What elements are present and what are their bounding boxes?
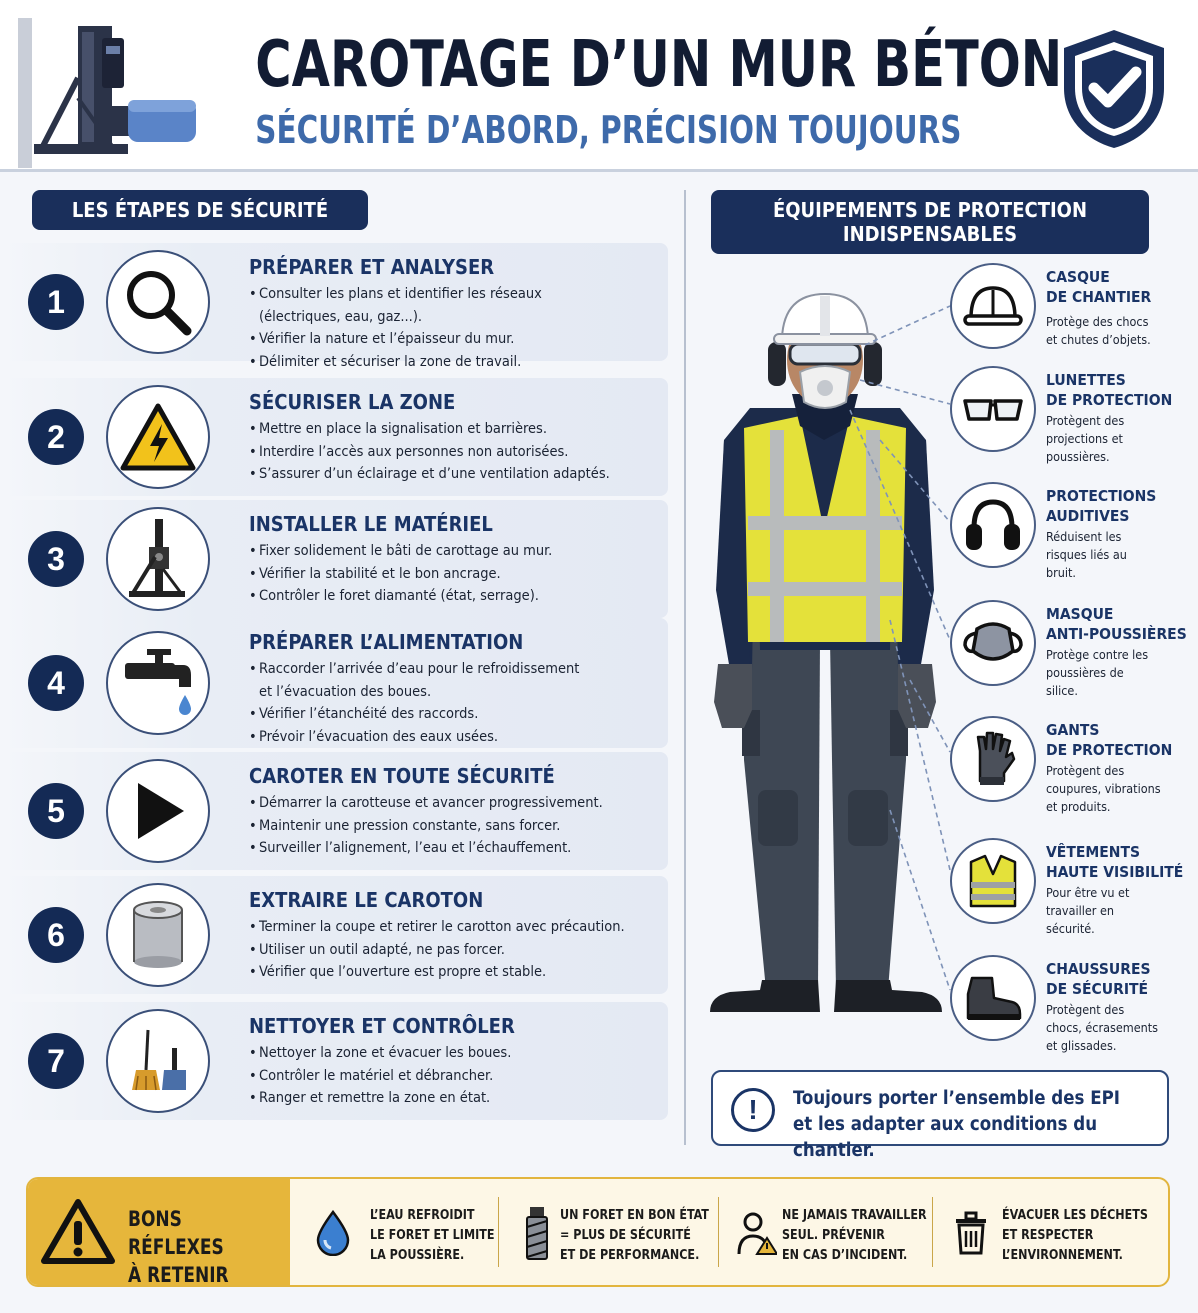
ppe-desc-line: Réduisent les <box>1046 529 1122 544</box>
step-card <box>0 876 668 994</box>
ppe-title-line2: INDISPENSABLES <box>842 222 1018 246</box>
step-bullet: • Prévoir l’évacuation des eaux usées. <box>249 726 659 749</box>
ppe-desc-line: Protègent des <box>1046 413 1125 428</box>
step-bullet: • Maintenir une pression constante, sans forcer. <box>249 815 659 838</box>
concrete-core-icon <box>128 900 188 970</box>
step-bullet: • Vérifier la stabilité et le bon ancrage. <box>249 563 659 586</box>
core-drill-machine-icon <box>18 18 208 168</box>
tip-icon-frame <box>516 1205 558 1261</box>
step-title: CAROTER EN TOUTE SÉCURITÉ <box>249 764 555 788</box>
ppe-desc-line: chocs, écrasements <box>1046 1020 1159 1035</box>
ppe-desc-line: risques liés au <box>1046 547 1127 562</box>
ppe-title <box>1046 842 1190 882</box>
tip-icon-frame <box>950 1205 992 1261</box>
step-title: NETTOYER ET CONTRÔLER <box>249 1014 515 1038</box>
step-number: 4 <box>28 655 84 711</box>
page-title: CAROTAGE D’UN MUR BÉTON <box>255 28 1063 102</box>
reflex-tip <box>300 1179 510 1285</box>
header <box>0 0 1198 172</box>
ppe-desc-line: sécurité. <box>1046 921 1095 936</box>
tip-line: L’ENVIRONNEMENT. <box>1002 1247 1123 1263</box>
ppe-title <box>1046 959 1190 999</box>
steps-section-title: LES ÉTAPES DE SÉCURITÉ <box>32 190 368 230</box>
step-bullet: • Nettoyer la zone et évacuer les boues. <box>249 1042 659 1065</box>
ppe-desc-line: Pour être vu et <box>1046 885 1130 900</box>
step-bullet: • S’assurer d’un éclairage et d’une ventilation adaptés. <box>249 463 659 486</box>
step-number: 2 <box>28 409 84 465</box>
step-bullet: • Vérifier la nature et l’épaisseur du mur. <box>249 328 659 351</box>
step-title: PRÉPARER L’ALIMENTATION <box>249 630 524 654</box>
ppe-desc-line: Protègent des <box>1046 763 1125 778</box>
worker-illustration <box>700 290 950 1030</box>
ppe-desc-line: et glissades. <box>1046 1038 1117 1053</box>
ppe-title <box>1046 267 1190 307</box>
ppe-desc-line: coupures, vibrations <box>1046 781 1161 796</box>
ppe-desc <box>1046 1001 1186 1055</box>
step-icon-frame <box>106 883 210 987</box>
ppe-desc <box>1046 412 1186 466</box>
ppe-title-line: CASQUE <box>1046 268 1110 286</box>
ppe-title-line: MASQUE <box>1046 605 1114 623</box>
water-drop-icon <box>316 1210 350 1256</box>
ppe-desc-line: bruit. <box>1046 565 1076 580</box>
step-bullet: • Vérifier que l’ouverture est propre et stable. <box>249 961 659 984</box>
broom-dustpan-icon <box>126 1028 190 1094</box>
ppe-title-line: ANTI-POUSSIÈRES <box>1046 625 1187 643</box>
trash-bin-icon <box>952 1211 990 1255</box>
step-bullet: • Fixer solidement le bâti de carottage au mur. <box>249 540 659 563</box>
ppe-desc-line: projections et <box>1046 431 1123 446</box>
step-card <box>0 378 668 496</box>
step-bullet: et l’évacuation des boues. <box>259 683 432 700</box>
tip-line: UN FORET EN BON ÉTAT <box>560 1207 709 1223</box>
step-bullet: • Vérifier l’étanchéité des raccords. <box>249 703 659 726</box>
hard-hat-icon <box>963 284 1023 328</box>
ppe-title-line: DE SÉCURITÉ <box>1046 980 1149 998</box>
step-bullets <box>249 658 659 748</box>
step-bullets <box>249 916 659 984</box>
ppe-reminder-line: et les adapter aux conditions du chantier. <box>793 1114 1098 1161</box>
step-icon-frame <box>106 385 210 489</box>
step-card <box>0 500 668 618</box>
step-bullets <box>249 418 659 486</box>
page-subtitle: SÉCURITÉ D’ABORD, PRÉCISION TOUJOURS <box>255 108 962 152</box>
step-number: 3 <box>28 531 84 587</box>
step-number: 5 <box>28 783 84 839</box>
ppe-desc <box>1046 762 1186 816</box>
reflexes-header <box>28 1179 290 1285</box>
ppe-title <box>1046 720 1190 760</box>
ppe-section-title <box>711 190 1149 254</box>
ppe-desc-line: Protègent des <box>1046 1002 1125 1017</box>
ppe-desc <box>1046 528 1186 582</box>
step-bullet: • Utiliser un outil adapté, ne pas forcer. <box>249 939 659 962</box>
ppe-desc-line: poussières. <box>1046 449 1110 464</box>
tip-text <box>370 1205 494 1265</box>
reflex-tip <box>938 1179 1166 1285</box>
tip-text <box>560 1205 709 1265</box>
step-bullet: • Interdire l’accès aux personnes non autorisées. <box>249 441 659 464</box>
ppe-desc-line: Protège des chocs <box>1046 314 1149 329</box>
tip-line: LA POUSSIÈRE. <box>370 1247 465 1263</box>
ppe-title-line: DE PROTECTION <box>1046 741 1173 759</box>
electric-warning-icon <box>120 402 196 472</box>
step-bullet: • Surveiller l’alignement, l’eau et l’échauffement. <box>249 837 659 860</box>
ppe-desc-line: travailler en <box>1046 903 1114 918</box>
ppe-icon-frame <box>950 716 1036 802</box>
step-title: INSTALLER LE MATÉRIEL <box>249 512 493 536</box>
worker-alert-icon <box>737 1210 777 1256</box>
step-bullets <box>249 1042 659 1110</box>
ppe-item-dust-mask <box>950 600 1190 710</box>
ppe-title <box>1046 604 1190 644</box>
reflexes-label <box>128 1205 274 1287</box>
step-title: EXTRAIRE LE CAROTON <box>249 888 484 912</box>
tip-icon-frame <box>736 1205 778 1261</box>
ppe-title-line: VÊTEMENTS <box>1046 843 1140 861</box>
drill-bit-icon <box>524 1205 550 1261</box>
step-bullet: • Mettre en place la signalisation et barrières. <box>249 418 659 441</box>
tip-text <box>782 1205 927 1265</box>
tip-line: NE JAMAIS TRAVAILLER <box>782 1207 927 1223</box>
ppe-desc-line: et produits. <box>1046 799 1111 814</box>
section-divider <box>684 190 686 1145</box>
ppe-reminder-text <box>793 1086 1163 1164</box>
step-card <box>0 752 668 870</box>
step-bullet: • Consulter les plans et identifier les réseaux <box>249 283 659 306</box>
reflex-tip <box>724 1179 934 1285</box>
warning-triangle-icon <box>40 1197 116 1267</box>
core-drill-stand-icon <box>123 517 193 601</box>
gloves-icon <box>970 731 1016 787</box>
step-title: PRÉPARER ET ANALYSER <box>249 255 495 279</box>
ppe-title <box>1046 370 1190 410</box>
ppe-reminder-box <box>711 1070 1169 1161</box>
tip-text <box>1002 1205 1148 1265</box>
exclamation-icon: ! <box>731 1088 775 1132</box>
step-icon-frame <box>106 1009 210 1113</box>
step-card <box>0 618 668 748</box>
ppe-icon-frame <box>950 600 1036 686</box>
step-bullet: • Ranger et remettre la zone en état. <box>249 1087 659 1110</box>
ppe-desc <box>1046 313 1186 349</box>
ppe-desc-line: silice. <box>1046 683 1078 698</box>
ppe-desc <box>1046 646 1186 700</box>
ppe-desc-line: et chutes d’objets. <box>1046 332 1151 347</box>
step-icon-frame <box>106 250 210 354</box>
ppe-icon-frame <box>950 482 1036 568</box>
tip-line: EN CAS D’INCIDENT. <box>782 1247 908 1263</box>
ppe-icon-frame <box>950 838 1036 924</box>
ppe-title-line: GANTS <box>1046 721 1100 739</box>
good-reflexes-bar <box>26 1177 1170 1287</box>
step-bullet: • Délimiter et sécuriser la zone de travail. <box>249 351 659 374</box>
play-icon <box>128 779 188 843</box>
tip-line: ET RESPECTER <box>1002 1227 1094 1243</box>
shield-check-icon <box>1058 26 1170 152</box>
step-icon-frame <box>106 759 210 863</box>
ppe-item-glasses <box>950 366 1190 476</box>
ppe-title-line: AUDITIVES <box>1046 507 1130 525</box>
ppe-reminder-line: Toujours porter l’ensemble des EPI <box>793 1088 1120 1109</box>
step-bullet: • Contrôler le foret diamanté (état, serrage). <box>249 585 659 608</box>
hi-vis-vest-icon <box>967 852 1019 910</box>
ppe-icon-frame <box>950 263 1036 349</box>
ppe-desc-line: poussières de <box>1046 665 1124 680</box>
tip-line: LE FORET ET LIMITE <box>370 1227 495 1243</box>
ppe-icon-frame <box>950 955 1036 1041</box>
ppe-item-hi-vis <box>950 838 1190 948</box>
step-bullets <box>249 540 659 608</box>
reflexes-label-line: À RETENIR <box>128 1263 229 1287</box>
step-number: 1 <box>28 274 84 330</box>
tip-line: ET DE PERFORMANCE. <box>560 1247 700 1263</box>
step-bullet: • Contrôler le matériel et débrancher. <box>249 1065 659 1088</box>
tip-icon-frame <box>312 1205 354 1261</box>
step-bullets <box>249 792 659 860</box>
step-title: SÉCURISER LA ZONE <box>249 390 456 414</box>
step-card <box>0 1002 668 1120</box>
step-bullet: • Raccorder l’arrivée d’eau pour le refroidissement <box>249 658 659 681</box>
ppe-icon-frame <box>950 366 1036 452</box>
tip-separator <box>498 1197 499 1267</box>
ppe-title-line: DE PROTECTION <box>1046 391 1173 409</box>
reflexes-label-line: BONS RÉFLEXES <box>128 1207 224 1259</box>
ppe-title-line: LUNETTES <box>1046 371 1126 389</box>
tip-separator <box>718 1197 719 1267</box>
step-bullet: • Démarrer la carotteuse et avancer progressivement. <box>249 792 659 815</box>
tip-line: = PLUS DE SÉCURITÉ <box>560 1227 691 1243</box>
ppe-item-safety-shoes <box>950 955 1190 1065</box>
step-bullet: (électriques, eau, gaz...). <box>259 308 423 325</box>
step-number: 7 <box>28 1033 84 1089</box>
step-bullet: • Terminer la coupe et retirer le carotton avec précaution. <box>249 916 659 939</box>
step-bullets <box>249 283 659 373</box>
ppe-desc-line: Protège contre les <box>1046 647 1149 662</box>
ppe-title-line1: ÉQUIPEMENTS DE PROTECTION <box>772 198 1088 222</box>
step-number: 6 <box>28 907 84 963</box>
ear-muffs-icon <box>964 498 1022 552</box>
safety-boot-icon <box>964 974 1022 1022</box>
tip-line: SEUL. PRÉVENIR <box>782 1227 885 1243</box>
ppe-title-line: PROTECTIONS <box>1046 487 1157 505</box>
tip-line: ÉVACUER LES DÉCHETS <box>1002 1207 1148 1223</box>
dust-mask-icon <box>961 621 1025 665</box>
step-icon-frame <box>106 507 210 611</box>
step-card <box>0 243 668 370</box>
ppe-item-gloves <box>950 716 1190 826</box>
reflex-tip <box>504 1179 714 1285</box>
water-tap-icon <box>121 643 195 723</box>
tip-line: L’EAU REFROIDIT <box>370 1207 475 1223</box>
tip-separator <box>932 1197 933 1267</box>
ppe-desc <box>1046 884 1186 938</box>
ppe-title-line: DE CHANTIER <box>1046 288 1152 306</box>
ppe-title <box>1046 486 1190 526</box>
safety-glasses-icon <box>961 393 1025 425</box>
ppe-title-line: HAUTE VISIBILITÉ <box>1046 863 1184 881</box>
step-icon-frame <box>106 631 210 735</box>
ppe-item-helmet <box>950 263 1190 373</box>
ppe-item-ear-protection <box>950 482 1190 592</box>
magnifier-icon <box>121 265 195 339</box>
ppe-title-line: CHAUSSURES <box>1046 960 1151 978</box>
